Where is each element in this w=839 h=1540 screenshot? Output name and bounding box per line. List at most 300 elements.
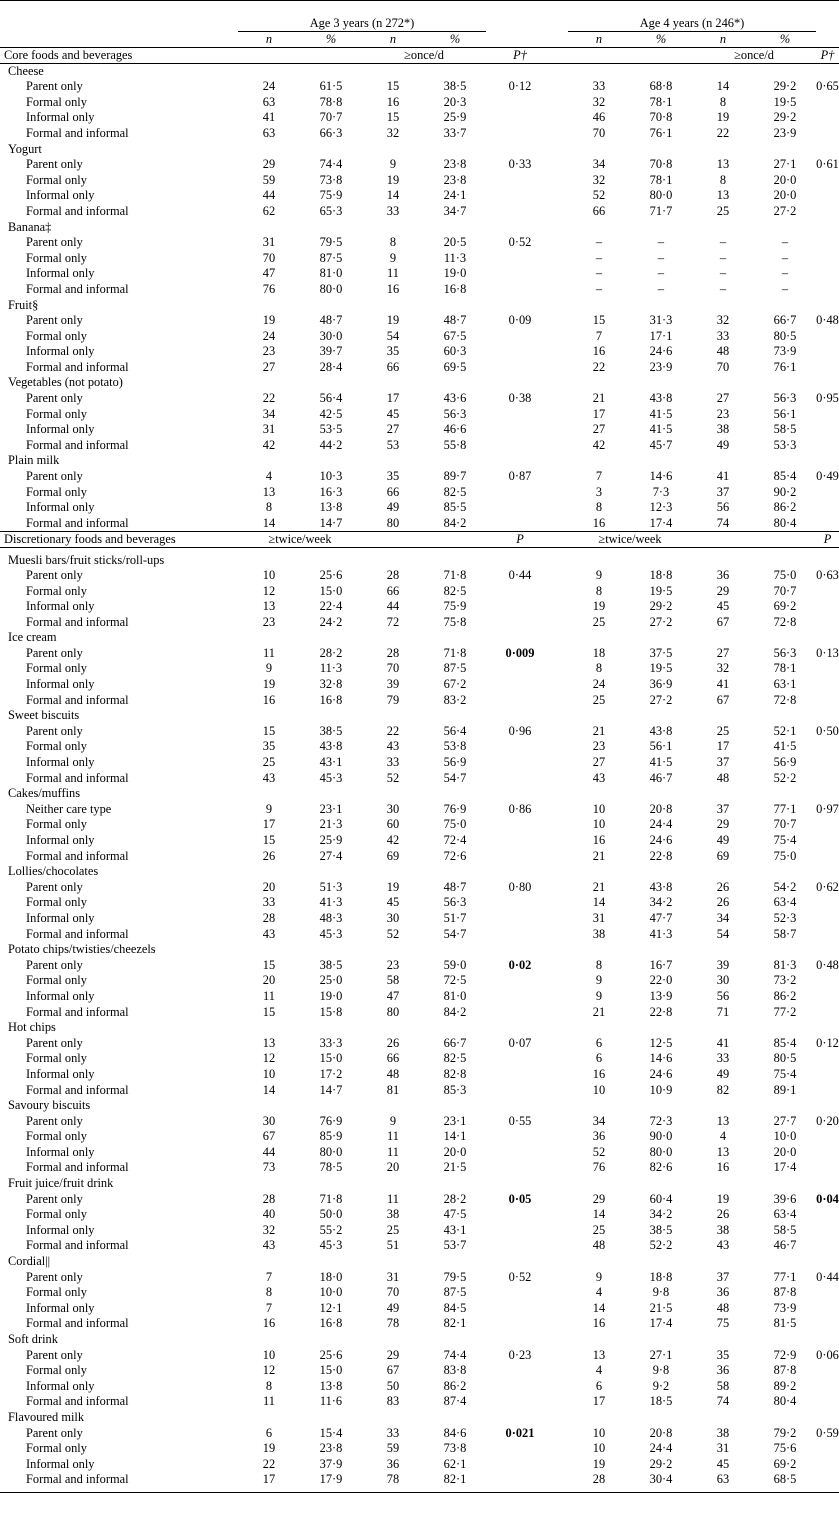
table-row bbox=[0, 739, 839, 755]
table-row bbox=[0, 973, 839, 989]
cell-age3-pct-low: 25·9 bbox=[319, 833, 343, 847]
cell-age4-pct-low: 24·6 bbox=[649, 833, 673, 847]
cell-age4-pct-low: 29·2 bbox=[649, 599, 673, 614]
cell-age3-pct-low: 42·5 bbox=[319, 406, 343, 421]
cell-age4-pct-high: 58·7 bbox=[773, 926, 797, 941]
cell-age3-n-low: 23 bbox=[262, 344, 276, 359]
row-label: Formal and informal bbox=[26, 1004, 129, 1019]
p-label-age3: P bbox=[486, 531, 554, 547]
blank-cell bbox=[554, 1348, 568, 1364]
cell-age3-n-high: 11 bbox=[387, 1144, 399, 1159]
cell-age4-p bbox=[816, 126, 839, 142]
row-label: Informal only bbox=[26, 755, 95, 770]
cell-age3-p: 0·12 bbox=[508, 79, 532, 94]
cell-age3-p bbox=[486, 1441, 554, 1457]
cell-age4-pct-low: 90·0 bbox=[649, 1129, 673, 1144]
table-row bbox=[0, 188, 839, 204]
cell-age4-n-high: 41 bbox=[716, 677, 730, 692]
row-label: Formal only bbox=[26, 973, 87, 988]
table-row bbox=[0, 584, 839, 600]
blank-cell bbox=[238, 375, 839, 391]
cell-age4-n-low: 70 bbox=[592, 125, 606, 140]
cell-age4-pct-low: 17·4 bbox=[649, 1316, 673, 1331]
cell-age4-p bbox=[816, 266, 839, 282]
cell-age4-n-low: 38 bbox=[592, 926, 606, 941]
table-row bbox=[0, 646, 839, 662]
blank-cell bbox=[554, 973, 568, 989]
cell-age3-n-high: 33 bbox=[386, 203, 400, 218]
cell-age4-n-low: 10 bbox=[592, 1441, 606, 1456]
cell-age4-n-high: 32 bbox=[716, 313, 730, 328]
blank-cell bbox=[554, 1472, 568, 1488]
blank-cell bbox=[554, 849, 568, 865]
cell-age4-pct-low: 23·9 bbox=[649, 359, 673, 374]
cell-age4-pct-low: 24·4 bbox=[649, 817, 673, 832]
cell-age4-n-high: 19 bbox=[716, 110, 730, 125]
cell-age4-pct-low: 27·1 bbox=[649, 1347, 673, 1362]
cell-age4-pct-low: – bbox=[657, 235, 665, 250]
blank-cell bbox=[554, 126, 568, 142]
cell-age4-p bbox=[816, 1379, 839, 1395]
cell-age4-pct-high: 79·2 bbox=[773, 1425, 797, 1440]
cell-age4-pct-high: 78·1 bbox=[773, 661, 797, 676]
cell-age3-p bbox=[486, 485, 554, 501]
cell-age4-pct-high: – bbox=[781, 266, 789, 281]
cell-age4-pct-high: 66·7 bbox=[773, 313, 797, 328]
row-label: Informal only bbox=[26, 599, 95, 614]
row-label: Formal only bbox=[26, 817, 87, 832]
cell-age4-n-high: 22 bbox=[716, 125, 730, 140]
cell-age4-n-high: 26 bbox=[716, 895, 730, 910]
cell-age4-pct-low: 70·8 bbox=[649, 157, 673, 172]
cell-age3-pct-low: 48·7 bbox=[319, 313, 343, 328]
col-n-b: n bbox=[389, 32, 397, 47]
row-label: Informal only bbox=[26, 833, 95, 847]
table-row bbox=[0, 802, 839, 818]
cell-age4-n-low: 43 bbox=[592, 770, 606, 785]
cell-age4-n-high: 74 bbox=[716, 515, 730, 530]
table-row bbox=[0, 438, 839, 454]
cell-age3-pct-low: 38·5 bbox=[319, 723, 343, 738]
cell-age3-p bbox=[486, 1472, 554, 1488]
table-row bbox=[0, 516, 839, 532]
cell-age4-p bbox=[816, 110, 839, 126]
cell-age4-pct-high: 73·9 bbox=[773, 1300, 797, 1315]
table-row bbox=[0, 235, 839, 251]
cell-age3-pct-high: 25·9 bbox=[443, 110, 467, 125]
cell-age3-n-high: 9 bbox=[389, 157, 397, 172]
cell-age3-n-low: 10 bbox=[262, 1347, 276, 1362]
table-row bbox=[0, 1426, 839, 1442]
cell-age3-pct-low: 51·3 bbox=[319, 879, 343, 894]
blank-cell bbox=[554, 1129, 568, 1145]
blank-cell bbox=[554, 282, 568, 298]
cell-age4-pct-high: 81·5 bbox=[773, 1316, 797, 1331]
cell-age4-pct-high: 27·7 bbox=[773, 1113, 797, 1128]
cell-age3-p bbox=[486, 1083, 554, 1099]
row-label: Formal and informal bbox=[26, 203, 129, 218]
blank-cell bbox=[554, 989, 568, 1005]
cell-age4-pct-high: 72·8 bbox=[773, 614, 797, 629]
blank-cell bbox=[554, 1005, 568, 1021]
cell-age4-n-high: 43 bbox=[716, 1238, 730, 1253]
blank-cell bbox=[554, 469, 568, 485]
cell-age4-n-low: 34 bbox=[592, 157, 606, 172]
cell-age3-pct-high: 75·8 bbox=[443, 614, 467, 629]
cell-age4-n-low: 3 bbox=[595, 484, 603, 499]
cell-age3-pct-high: 82·5 bbox=[443, 484, 467, 499]
cell-age3-n-high: 49 bbox=[386, 500, 400, 515]
cell-age3-n-low: 9 bbox=[265, 801, 273, 816]
cell-age4-n-low: 14 bbox=[592, 1207, 606, 1222]
cell-age4-n-low: 7 bbox=[595, 469, 603, 484]
cell-age4-n-high: 37 bbox=[716, 484, 730, 499]
cell-age3-pct-high: 67·5 bbox=[443, 328, 467, 343]
cell-age4-pct-high: 17·4 bbox=[773, 1160, 797, 1175]
cell-age4-pct-low: 41·5 bbox=[649, 755, 673, 770]
cell-age4-n-high: 54 bbox=[716, 926, 730, 941]
cell-age3-p bbox=[486, 110, 554, 126]
cell-age3-n-high: 52 bbox=[386, 926, 400, 941]
cell-age3-n-low: 17 bbox=[262, 1472, 276, 1487]
cell-age4-n-high: 8 bbox=[719, 94, 727, 109]
cell-age4-n-high: – bbox=[719, 235, 727, 250]
cell-age4-pct-high: 58·5 bbox=[773, 1222, 797, 1237]
group-name: Sweet biscuits bbox=[8, 708, 80, 723]
cell-age4-pct-high: 20·0 bbox=[773, 1144, 797, 1159]
table-row bbox=[0, 1036, 839, 1052]
blank-cell bbox=[554, 1426, 568, 1442]
cell-age4-pct-low: 52·2 bbox=[649, 1238, 673, 1253]
cell-age4-pct-high: 69·2 bbox=[773, 599, 797, 614]
row-label: Parent only bbox=[26, 1035, 83, 1050]
group-header-row bbox=[0, 298, 839, 314]
cell-age4-pct-high: 75·4 bbox=[773, 1066, 797, 1081]
cell-age3-pct-high: 56·9 bbox=[443, 755, 467, 770]
cell-age4-pct-low: 17·1 bbox=[649, 328, 673, 343]
cell-age4-pct-low: – bbox=[657, 250, 665, 265]
cell-age3-pct-low: 28·4 bbox=[319, 359, 343, 374]
cell-age4-pct-low: 43·8 bbox=[649, 391, 673, 406]
cell-age4-n-high: 41 bbox=[716, 469, 730, 484]
cell-age3-p bbox=[486, 973, 554, 989]
blank-cell bbox=[554, 16, 568, 32]
cell-age3-p bbox=[486, 911, 554, 927]
cell-age3-pct-high: 23·8 bbox=[443, 172, 467, 187]
group-name: Muesli bars/fruit sticks/roll-ups bbox=[8, 552, 165, 567]
row-label: Formal and informal bbox=[26, 1316, 129, 1331]
cell-age3-p bbox=[486, 1316, 554, 1332]
cell-age4-n-high: 25 bbox=[716, 203, 730, 218]
group-header-row bbox=[0, 142, 839, 158]
table-row bbox=[0, 173, 839, 189]
cell-age4-pct-low: 30·4 bbox=[649, 1472, 673, 1487]
blank-cell bbox=[554, 693, 568, 709]
blank-cell bbox=[816, 32, 839, 48]
cell-age3-p bbox=[486, 1223, 554, 1239]
cell-age3-n-low: 28 bbox=[262, 910, 276, 925]
group-header-row bbox=[0, 1020, 839, 1036]
cell-age4-p: 0·65 bbox=[816, 79, 839, 94]
cell-age4-p bbox=[816, 204, 839, 220]
row-label: Informal only bbox=[26, 110, 95, 125]
cell-age4-pct-high: 54·2 bbox=[773, 879, 797, 894]
cell-age3-pct-high: 71·8 bbox=[443, 567, 467, 582]
bottom-rule-row bbox=[0, 1488, 839, 1493]
column-header-row bbox=[0, 32, 839, 48]
cell-age3-pct-high: 28·2 bbox=[443, 1191, 467, 1206]
cell-age3-pct-high: 82·8 bbox=[443, 1066, 467, 1081]
blank-cell bbox=[554, 911, 568, 927]
cell-age3-n-high: 22 bbox=[386, 723, 400, 738]
cell-age4-pct-high: 77·1 bbox=[773, 1269, 797, 1284]
cell-age3-pct-low: 85·9 bbox=[319, 1129, 343, 1144]
cell-age3-n-low: 23 bbox=[262, 614, 276, 629]
cell-age4-n-high: 37 bbox=[716, 1269, 730, 1284]
cell-age4-p bbox=[816, 173, 839, 189]
freq-label-right-age4: ≥once/d bbox=[692, 48, 816, 64]
cell-age3-n-high: 19 bbox=[386, 172, 400, 187]
cell-age4-pct-high: 75·6 bbox=[773, 1441, 797, 1456]
cell-age3-pct-low: 28·2 bbox=[319, 645, 343, 660]
cell-age3-pct-low: 18·0 bbox=[319, 1269, 343, 1284]
cell-age3-n-high: 9 bbox=[389, 1113, 397, 1128]
cell-age4-pct-low: 18·8 bbox=[649, 567, 673, 582]
blank-cell bbox=[554, 755, 568, 771]
row-label: Formal only bbox=[26, 406, 87, 421]
cell-age4-n-high: 17 bbox=[716, 739, 730, 754]
table-row bbox=[0, 958, 839, 974]
row-label: Formal only bbox=[26, 1363, 87, 1378]
row-label: Formal and informal bbox=[26, 1238, 129, 1253]
cell-age4-p bbox=[816, 95, 839, 111]
cell-age4-n-high: 31 bbox=[716, 1441, 730, 1456]
cell-age4-p bbox=[816, 1316, 839, 1332]
cell-age4-pct-high: 23·9 bbox=[773, 125, 797, 140]
cell-age3-n-high: 27 bbox=[386, 422, 400, 437]
cell-age3-n-low: 22 bbox=[262, 391, 276, 406]
row-label: Parent only bbox=[26, 957, 83, 972]
blank-cell bbox=[554, 422, 568, 438]
row-label: Formal only bbox=[26, 94, 87, 109]
cell-age4-pct-high: 80·5 bbox=[773, 1051, 797, 1066]
table-row bbox=[0, 1223, 839, 1239]
table-row bbox=[0, 849, 839, 865]
blank-cell bbox=[238, 1410, 839, 1426]
cell-age3-n-low: 30 bbox=[262, 1113, 276, 1128]
blank-cell bbox=[554, 771, 568, 787]
cell-age3-pct-low: 13·8 bbox=[319, 500, 343, 515]
cell-age3-pct-low: 43·1 bbox=[319, 755, 343, 770]
cell-age3-pct-low: 15·0 bbox=[319, 1363, 343, 1378]
table-row bbox=[0, 895, 839, 911]
blank-cell bbox=[554, 110, 568, 126]
group-header-row bbox=[0, 220, 839, 236]
cell-age4-p: 0·13 bbox=[816, 645, 839, 660]
cell-age3-pct-low: 48·3 bbox=[319, 910, 343, 925]
blank-cell bbox=[554, 1379, 568, 1395]
cell-age3-n-high: 30 bbox=[386, 910, 400, 925]
cell-age3-pct-high: 24·1 bbox=[443, 188, 467, 203]
cell-age3-n-high: 52 bbox=[386, 770, 400, 785]
cell-age4-n-low: 10 bbox=[592, 801, 606, 816]
cell-age4-n-low: 31 bbox=[592, 910, 606, 925]
cell-age4-pct-high: 86·2 bbox=[773, 500, 797, 515]
row-label: Parent only bbox=[26, 1269, 83, 1284]
cell-age4-p: 0·62 bbox=[816, 879, 839, 894]
cell-age4-pct-low: 13·9 bbox=[649, 988, 673, 1003]
p-label-age3: P† bbox=[486, 48, 554, 64]
cell-age3-p: 0·33 bbox=[508, 157, 532, 172]
cell-age4-p bbox=[816, 1457, 839, 1473]
blank-cell bbox=[554, 531, 568, 547]
cell-age4-p bbox=[816, 927, 839, 943]
cell-age3-pct-low: 11·3 bbox=[319, 661, 343, 676]
cell-age4-n-high: 63 bbox=[716, 1472, 730, 1487]
cell-age4-pct-low: 20·8 bbox=[649, 1425, 673, 1440]
row-label: Parent only bbox=[26, 723, 83, 738]
cell-age4-pct-high: 89·1 bbox=[773, 1082, 797, 1097]
cell-age4-p bbox=[816, 407, 839, 423]
cell-age3-pct-high: 82·5 bbox=[443, 1051, 467, 1066]
cell-age4-pct-high: 85·4 bbox=[773, 1035, 797, 1050]
cell-age3-n-low: 29 bbox=[262, 157, 276, 172]
cell-age4-p bbox=[816, 849, 839, 865]
cell-age3-n-high: 83 bbox=[386, 1394, 400, 1409]
cell-age3-n-low: 15 bbox=[262, 833, 276, 847]
cell-age4-n-high: 16 bbox=[716, 1160, 730, 1175]
row-label: Informal only bbox=[26, 1066, 95, 1081]
cell-age3-n-low: 7 bbox=[265, 1269, 273, 1284]
cell-age3-n-high: 26 bbox=[386, 1035, 400, 1050]
cell-age4-n-low: 33 bbox=[592, 79, 606, 94]
cell-age4-pct-high: 19·5 bbox=[773, 94, 797, 109]
blank-cell bbox=[554, 485, 568, 501]
cell-age3-pct-low: 21·3 bbox=[319, 817, 343, 832]
cell-age3-pct-low: 32·8 bbox=[319, 677, 343, 692]
cell-age4-n-low: 10 bbox=[592, 1082, 606, 1097]
table-row bbox=[0, 1238, 839, 1254]
cell-age3-n-high: 31 bbox=[386, 1269, 400, 1284]
cell-age3-n-low: 17 bbox=[262, 817, 276, 832]
row-label: Informal only bbox=[26, 500, 95, 515]
cell-age3-n-low: 27 bbox=[262, 359, 276, 374]
cell-age4-n-high: 45 bbox=[716, 599, 730, 614]
cell-age4-pct-low: 14·6 bbox=[649, 469, 673, 484]
cell-age3-pct-low: 44·2 bbox=[319, 437, 343, 452]
cell-age3-pct-low: 15·0 bbox=[319, 583, 343, 598]
blank-cell bbox=[554, 568, 568, 584]
cell-age4-p bbox=[816, 599, 839, 615]
cell-age3-pct-low: 24·2 bbox=[319, 614, 343, 629]
cell-age4-p: 0·63 bbox=[816, 567, 839, 582]
cell-age4-pct-low: 38·5 bbox=[649, 1222, 673, 1237]
cell-age4-p bbox=[816, 973, 839, 989]
cell-age3-pct-high: 54·7 bbox=[443, 770, 467, 785]
group-header-row bbox=[0, 1098, 839, 1114]
cell-age4-pct-low: 18·8 bbox=[649, 1269, 673, 1284]
cell-age4-pct-low: 9·8 bbox=[652, 1363, 670, 1378]
cell-age3-n-low: 11 bbox=[263, 1394, 275, 1409]
cell-age3-pct-high: 76·9 bbox=[443, 801, 467, 816]
blank-cell bbox=[554, 895, 568, 911]
cell-age4-n-high: 48 bbox=[716, 344, 730, 359]
cell-age3-pct-low: 14·7 bbox=[319, 515, 343, 530]
cell-age3-pct-high: 74·4 bbox=[443, 1347, 467, 1362]
group-name: Hot chips bbox=[8, 1020, 56, 1035]
cell-age3-n-high: 8 bbox=[389, 235, 397, 250]
cell-age4-n-high: 30 bbox=[716, 973, 730, 988]
cell-age3-n-high: 35 bbox=[386, 469, 400, 484]
blank-cell bbox=[554, 615, 568, 631]
cell-age4-p: 0·44 bbox=[816, 1269, 839, 1284]
cell-age3-n-high: 49 bbox=[386, 1300, 400, 1315]
cell-age3-n-high: 28 bbox=[386, 645, 400, 660]
blank-cell bbox=[554, 1223, 568, 1239]
cell-age4-n-low: 15 bbox=[592, 313, 606, 328]
blank-cell bbox=[554, 1083, 568, 1099]
cell-age4-pct-high: 73·9 bbox=[773, 344, 797, 359]
group-name: Cakes/muffins bbox=[8, 786, 81, 801]
cell-age3-pct-high: 43·6 bbox=[443, 391, 467, 406]
cell-age4-p: 0·97 bbox=[816, 801, 839, 816]
group-name: Cheese bbox=[8, 64, 44, 79]
cell-age4-pct-high: 52·2 bbox=[773, 770, 797, 785]
cell-age4-p bbox=[816, 584, 839, 600]
row-label: Parent only bbox=[26, 1347, 83, 1362]
cell-age3-n-high: 66 bbox=[386, 359, 400, 374]
blank-cell bbox=[554, 516, 568, 532]
cell-age3-n-low: 19 bbox=[262, 1441, 276, 1456]
cell-age3-pct-high: 47·5 bbox=[443, 1207, 467, 1222]
cell-age3-pct-high: 72·4 bbox=[443, 833, 467, 847]
table-row bbox=[0, 79, 839, 95]
cell-age4-n-high: 26 bbox=[716, 1207, 730, 1222]
blank-cell bbox=[554, 204, 568, 220]
cell-age4-p: 0·20 bbox=[816, 1113, 839, 1128]
cell-age3-pct-high: 56·3 bbox=[443, 895, 467, 910]
cell-age4-pct-low: 45·7 bbox=[649, 437, 673, 452]
cell-age3-n-high: 70 bbox=[386, 661, 400, 676]
blank-cell bbox=[554, 266, 568, 282]
p-label-age4: P bbox=[816, 531, 839, 547]
cell-age3-pct-low: 76·9 bbox=[319, 1113, 343, 1128]
cell-age3-pct-low: 61·5 bbox=[319, 79, 343, 94]
cell-age4-p bbox=[816, 1301, 839, 1317]
cell-age3-n-low: 43 bbox=[262, 770, 276, 785]
table-row bbox=[0, 1348, 839, 1364]
cell-age3-n-low: 40 bbox=[262, 1207, 276, 1222]
cell-age3-n-high: 79 bbox=[386, 692, 400, 707]
cell-age4-n-low: 16 bbox=[592, 1066, 606, 1081]
cell-age4-p bbox=[816, 1005, 839, 1021]
row-label: Parent only bbox=[26, 879, 83, 894]
cell-age4-p bbox=[816, 661, 839, 677]
blank-cell bbox=[554, 1301, 568, 1317]
blank-cell bbox=[554, 584, 568, 600]
cell-age4-pct-high: 86·2 bbox=[773, 988, 797, 1003]
group-name: Flavoured milk bbox=[8, 1409, 85, 1424]
cell-age4-pct-low: – bbox=[657, 281, 665, 296]
table-row bbox=[0, 771, 839, 787]
cell-age4-pct-low: 24·4 bbox=[649, 1441, 673, 1456]
cell-age4-pct-low: 7·3 bbox=[652, 484, 670, 499]
cell-age4-n-low: 19 bbox=[592, 599, 606, 614]
cell-age3-pct-low: 30·0 bbox=[319, 328, 343, 343]
row-label: Formal and informal bbox=[26, 281, 129, 296]
cell-age4-n-low: 32 bbox=[592, 172, 606, 187]
row-label: Informal only bbox=[26, 910, 95, 925]
